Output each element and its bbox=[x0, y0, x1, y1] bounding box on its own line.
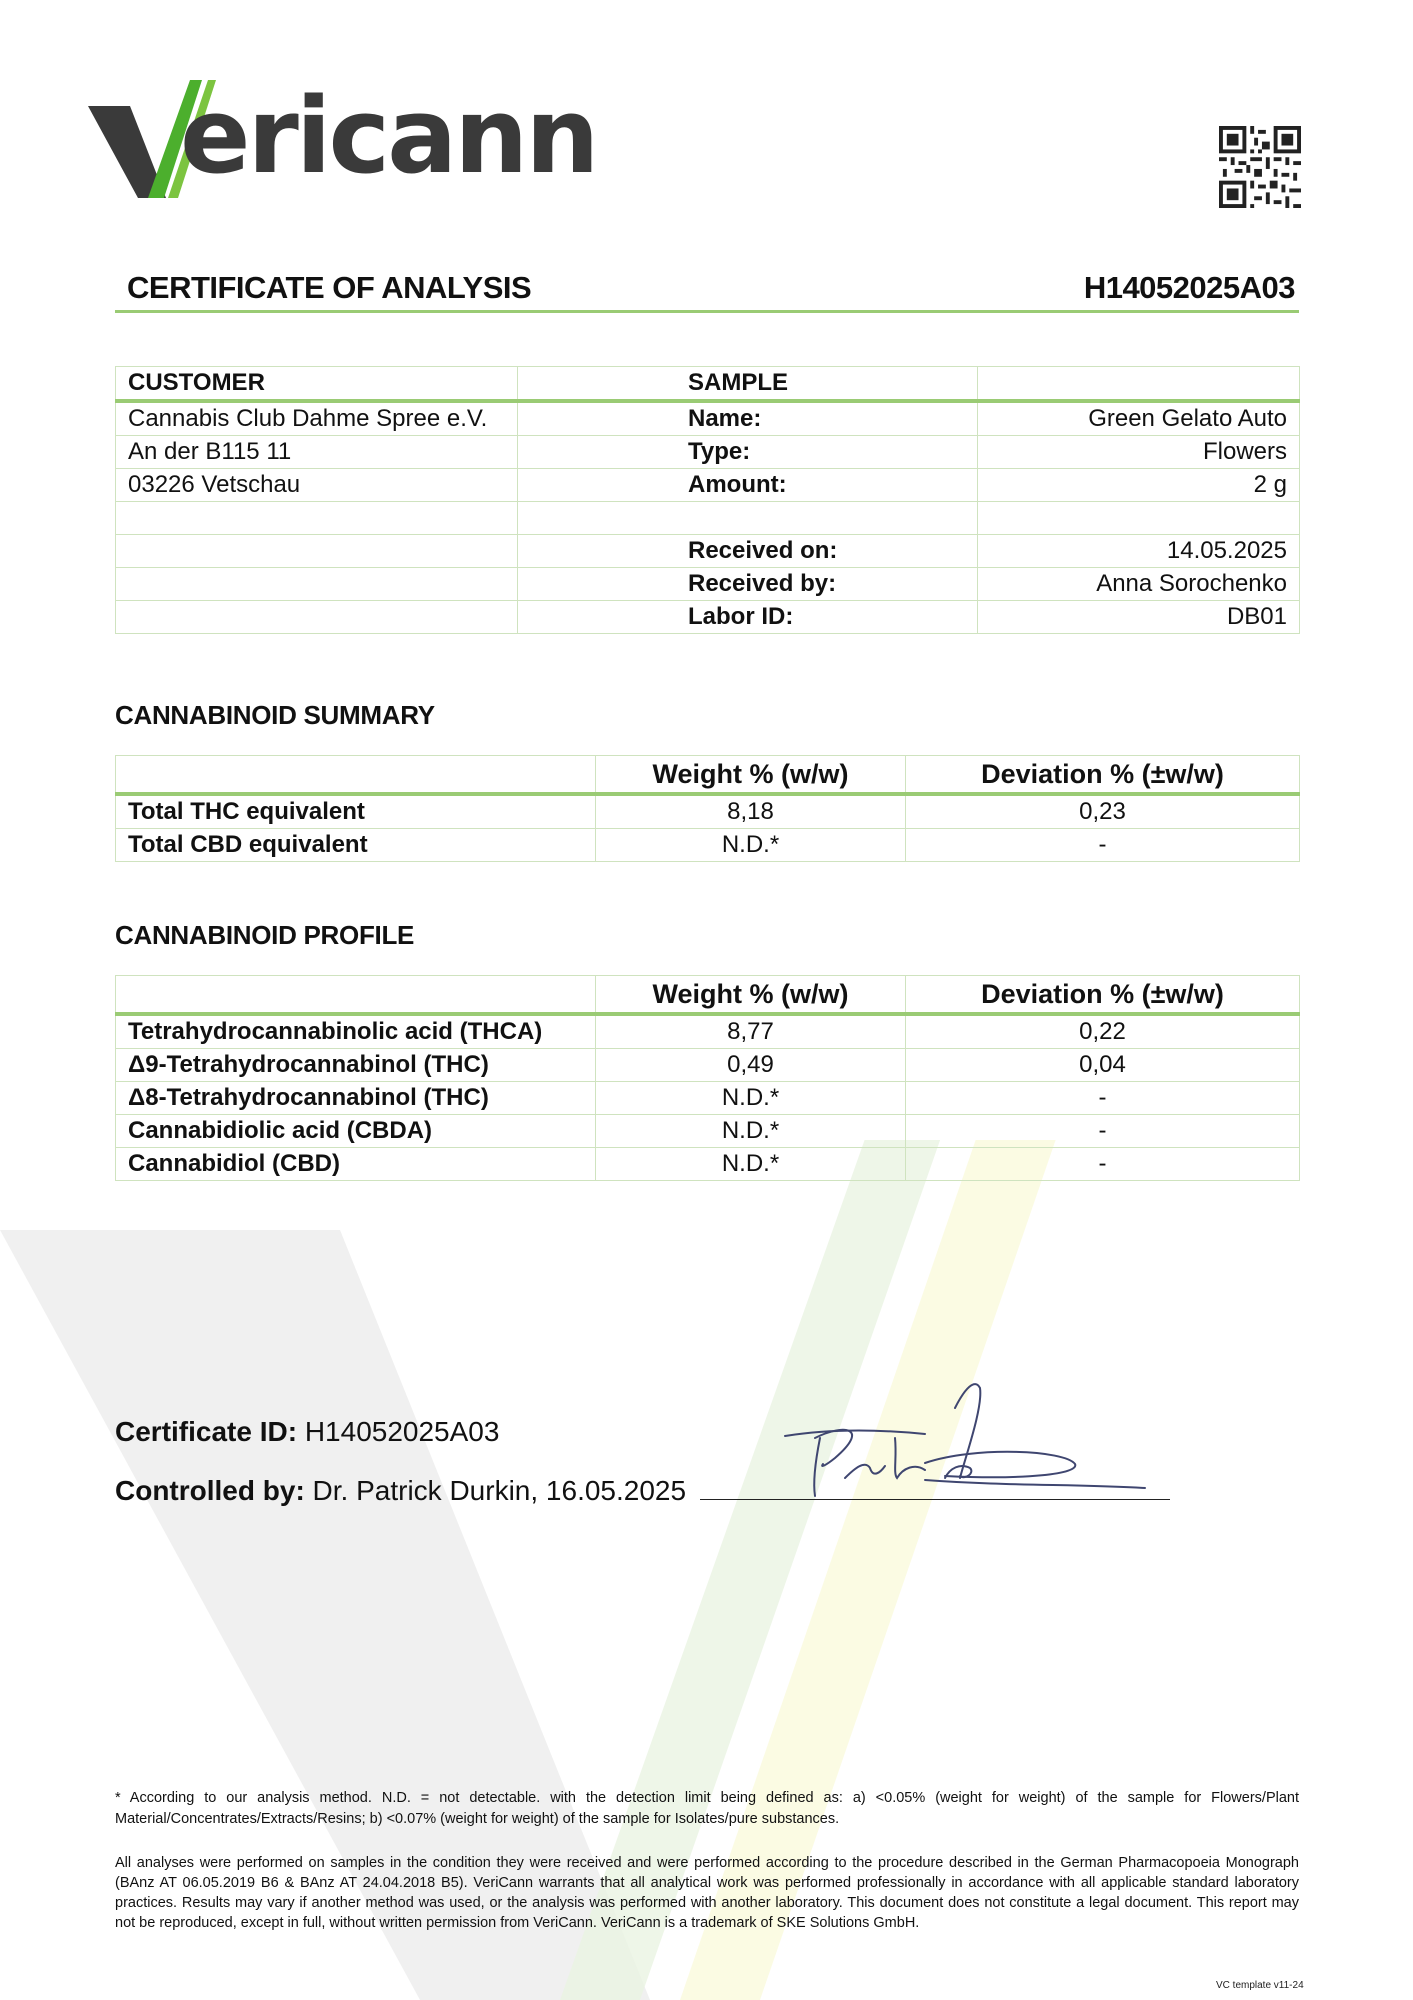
sample-field-value: 2 g bbox=[978, 469, 1300, 502]
deviation-value: - bbox=[906, 829, 1300, 862]
deviation-value: 0,22 bbox=[906, 1014, 1300, 1049]
signature bbox=[775, 1368, 1155, 1508]
customer-city: 03226 Vetschau bbox=[116, 469, 518, 502]
empty-cell bbox=[116, 535, 518, 568]
weight-value: 0,49 bbox=[596, 1049, 906, 1082]
table-row bbox=[116, 401, 1300, 436]
customer-sample-table bbox=[115, 366, 1300, 634]
empty-cell bbox=[978, 367, 1300, 402]
sample-header: SAMPLE bbox=[518, 367, 978, 402]
cannabinoid-name: Tetrahydrocannabinolic acid (THCA) bbox=[116, 1014, 596, 1049]
weight-column-header: Weight % (w/w) bbox=[596, 756, 906, 795]
sample-field-label: Type: bbox=[518, 436, 978, 469]
sample-field-value bbox=[978, 502, 1300, 535]
weight-value: N.D.* bbox=[596, 1115, 906, 1148]
table-row bbox=[116, 502, 1300, 535]
deviation-value: 0,23 bbox=[906, 794, 1300, 829]
table-row bbox=[116, 601, 1300, 634]
deviation-value: - bbox=[906, 1148, 1300, 1181]
deviation-column-header: Deviation % (±w/w) bbox=[906, 756, 1300, 795]
table-row bbox=[116, 1014, 1300, 1049]
sample-field-value: DB01 bbox=[978, 601, 1300, 634]
certificate-id-value: H14052025A03 bbox=[304, 1416, 500, 1447]
cannabinoid-name: Δ8-Tetrahydrocannabinol (THC) bbox=[116, 1082, 596, 1115]
table-row bbox=[116, 1148, 1300, 1181]
certificate-header bbox=[115, 270, 1299, 313]
table-header-row bbox=[116, 756, 1300, 795]
disclaimer-text: All analyses were performed on samples in the condition they were received and were performed according to the procedure described in the German Pharmacopoeia Monograph (BAnz AT 06.05.2019 B6 & BAnz AT 24.04.2018 B5). VeriCann warrants that all analytical work was performed professionally in accordance with all applicable standard laboratory practices. Results may vary if another method was used, or the analysis was performed with another laboratory. This document does not constitute a legal document. This report may not be reproduced, except in full, without written permission from VeriCann. VeriCann is a trademark of SKE Solutions GmbH. bbox=[115, 1855, 1299, 1931]
weight-value: N.D.* bbox=[596, 1148, 906, 1181]
detection-footnote: * According to our analysis method. N.D. = not detectable. with the detection limit being defined as: a) <0.05% (weight for weight) of the sample for Flowers/Plant Material/Concentrates/Extracts/Resins; b) <0.07% (weight for weight) of the sample for Isolates/pure substances. bbox=[115, 1790, 1299, 1827]
deviation-value: 0,04 bbox=[906, 1049, 1300, 1082]
deviation-value: - bbox=[906, 1082, 1300, 1115]
customer-name: Cannabis Club Dahme Spree e.V. bbox=[116, 401, 518, 436]
certificate-id-label: Certificate ID: bbox=[115, 1416, 298, 1447]
table-row bbox=[116, 1115, 1300, 1148]
weight-value: 8,77 bbox=[596, 1014, 906, 1049]
controlled-by-value: Dr. Patrick Durkin, 16.05.2025 bbox=[312, 1475, 687, 1506]
customer-header: CUSTOMER bbox=[116, 367, 518, 402]
sample-field-label: Name: bbox=[518, 401, 978, 436]
certificate-number: H14052025A03 bbox=[1083, 270, 1295, 305]
logo-wordmark: ericann bbox=[180, 75, 597, 197]
weight-column-header: Weight % (w/w) bbox=[596, 976, 906, 1015]
sample-field-label bbox=[518, 502, 978, 535]
sample-field-label: Amount: bbox=[518, 469, 978, 502]
profile-section-title: CANNABINOID PROFILE bbox=[115, 920, 415, 950]
table-row bbox=[116, 535, 1300, 568]
deviation-column-header: Deviation % (±w/w) bbox=[906, 976, 1300, 1015]
empty-header-cell bbox=[116, 976, 596, 1015]
customer-street: An der B115 11 bbox=[116, 436, 518, 469]
qr-code bbox=[1219, 126, 1301, 208]
empty-cell bbox=[116, 502, 518, 535]
cannabinoid-name: Total THC equivalent bbox=[116, 794, 596, 829]
weight-value: 8,18 bbox=[596, 794, 906, 829]
weight-value: N.D.* bbox=[596, 1082, 906, 1115]
table-row bbox=[116, 436, 1300, 469]
table-row bbox=[116, 469, 1300, 502]
sample-field-label: Received by: bbox=[518, 568, 978, 601]
summary-section-title: CANNABINOID SUMMARY bbox=[115, 700, 435, 730]
sample-field-value: Flowers bbox=[978, 436, 1300, 469]
cannabinoid-name: Cannabidiol (CBD) bbox=[116, 1148, 596, 1181]
certificate-title: CERTIFICATE OF ANALYSIS bbox=[127, 270, 532, 305]
cannabinoid-summary-table bbox=[115, 755, 1300, 862]
table-row bbox=[116, 1082, 1300, 1115]
sample-field-value: Anna Sorochenko bbox=[978, 568, 1300, 601]
empty-header-cell bbox=[116, 756, 596, 795]
cannabinoid-profile-table bbox=[115, 975, 1300, 1181]
empty-cell bbox=[116, 601, 518, 634]
empty-cell bbox=[116, 568, 518, 601]
cannabinoid-name: Total CBD equivalent bbox=[116, 829, 596, 862]
table-row bbox=[116, 1049, 1300, 1082]
deviation-value: - bbox=[906, 1115, 1300, 1148]
sample-field-value: Green Gelato Auto bbox=[978, 401, 1300, 436]
table-row bbox=[116, 568, 1300, 601]
cannabinoid-name: Cannabidiolic acid (CBDA) bbox=[116, 1115, 596, 1148]
cannabinoid-name: Δ9-Tetrahydrocannabinol (THC) bbox=[116, 1049, 596, 1082]
table-row bbox=[116, 829, 1300, 862]
table-row bbox=[116, 367, 1300, 402]
table-header-row bbox=[116, 976, 1300, 1015]
weight-value: N.D.* bbox=[596, 829, 906, 862]
sample-field-label: Labor ID: bbox=[518, 601, 978, 634]
table-row bbox=[116, 794, 1300, 829]
sample-field-label: Received on: bbox=[518, 535, 978, 568]
vericann-logo bbox=[88, 76, 628, 206]
controlled-by-label: Controlled by: bbox=[115, 1475, 305, 1506]
sample-field-value: 14.05.2025 bbox=[978, 535, 1300, 568]
certificate-id-line bbox=[115, 1416, 499, 1448]
template-version: VC template v11-24 bbox=[1216, 1980, 1304, 1991]
